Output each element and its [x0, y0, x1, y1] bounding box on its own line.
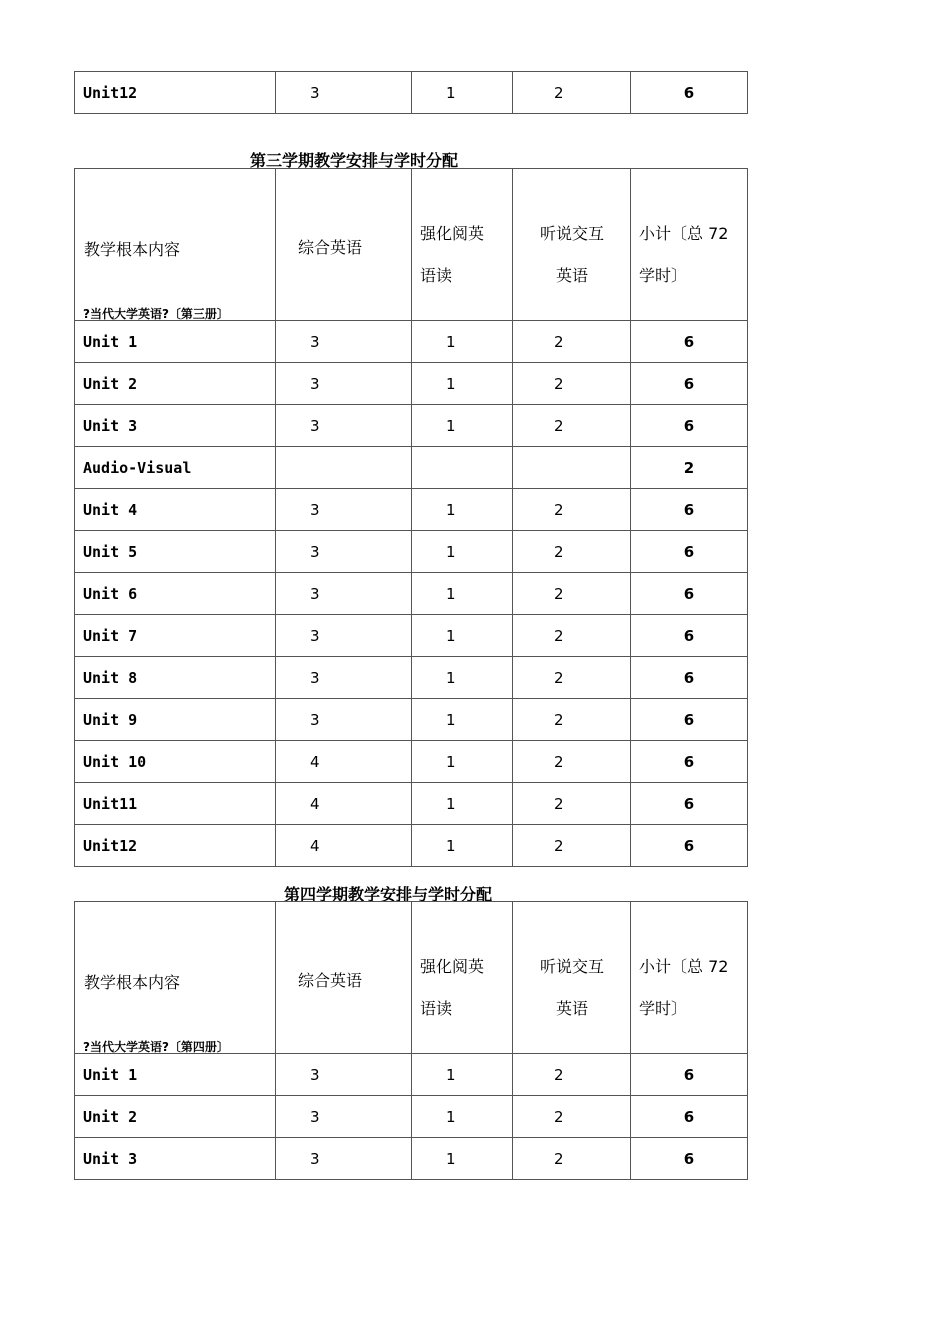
listening-speaking-cell: 2: [513, 1138, 631, 1180]
listening-speaking-cell: 2: [513, 657, 631, 699]
table-header-row: [75, 902, 748, 1054]
reading-cell: 1: [412, 741, 513, 783]
header-col3-cell: [412, 169, 513, 321]
reading-cell: [412, 447, 513, 489]
integrated-english-cell: 3: [276, 363, 412, 405]
reading-cell: 1: [412, 72, 513, 114]
table-row: [75, 783, 748, 825]
subtotal-cell: 6: [631, 531, 748, 573]
term3-table-body: [75, 169, 748, 867]
header-col5-label: 小计〔总 72 学时〕: [639, 224, 729, 285]
table-row: [75, 321, 748, 363]
header-content-cell: [75, 902, 276, 1054]
header-col4-label: 听说交互 英语: [539, 224, 604, 285]
table-row: [75, 531, 748, 573]
unit-cell: Unit 3: [75, 405, 276, 447]
subtotal-cell: 6: [631, 363, 748, 405]
table-row: [75, 573, 748, 615]
integrated-english-cell: 3: [276, 489, 412, 531]
reading-cell: 1: [412, 783, 513, 825]
header-col2-cell: [276, 169, 412, 321]
top-table: [74, 71, 748, 114]
integrated-english-cell: 4: [276, 825, 412, 867]
reading-cell: 1: [412, 405, 513, 447]
header-col5-label: 小计〔总 72 学时〕: [639, 957, 729, 1018]
integrated-english-cell: 3: [276, 615, 412, 657]
header-col4-cell: [513, 169, 631, 321]
table-row: [75, 657, 748, 699]
subtotal-cell: 6: [631, 489, 748, 531]
header-col3-label: 强化阅英 语读: [420, 224, 485, 285]
integrated-english-cell: 3: [276, 405, 412, 447]
table-row: [75, 825, 748, 867]
unit-cell: Unit 7: [75, 615, 276, 657]
unit-cell: Unit 1: [75, 1054, 276, 1096]
unit-cell: Unit 9: [75, 699, 276, 741]
integrated-english-cell: 3: [276, 1138, 412, 1180]
reading-cell: 1: [412, 825, 513, 867]
header-col2-label: 综合英语: [298, 238, 363, 257]
table-header-row: [75, 169, 748, 321]
listening-speaking-cell: 2: [513, 1054, 631, 1096]
header-col2-cell: [276, 902, 412, 1054]
subtotal-cell: 6: [631, 741, 748, 783]
subtotal-cell: 6: [631, 657, 748, 699]
table-row: [75, 72, 748, 114]
table-row: [75, 363, 748, 405]
table-row: [75, 615, 748, 657]
integrated-english-cell: 3: [276, 699, 412, 741]
reading-cell: 1: [412, 573, 513, 615]
header-col2-label: 综合英语: [298, 971, 363, 990]
top-table-body: [75, 72, 748, 114]
table-row: [75, 1096, 748, 1138]
subtotal-cell: 6: [631, 699, 748, 741]
subtotal-cell: 6: [631, 615, 748, 657]
listening-speaking-cell: 2: [513, 405, 631, 447]
unit-cell: Unit12: [75, 825, 276, 867]
unit-cell: Unit 10: [75, 741, 276, 783]
integrated-english-cell: 3: [276, 1096, 412, 1138]
term3-title: 第三学期教学安排与学时分配: [250, 151, 459, 170]
unit-cell: Audio-Visual: [75, 447, 276, 489]
listening-speaking-cell: 2: [513, 699, 631, 741]
term4-table: [74, 901, 748, 1180]
header-book-label: ?当代大学英语?〔第四册〕: [83, 1040, 229, 1054]
reading-cell: 1: [412, 363, 513, 405]
header-col5-cell: [631, 169, 748, 321]
reading-cell: 1: [412, 699, 513, 741]
listening-speaking-cell: 2: [513, 783, 631, 825]
subtotal-cell: 6: [631, 1138, 748, 1180]
term4-table-body: [75, 902, 748, 1180]
unit-cell: Unit 4: [75, 489, 276, 531]
integrated-english-cell: 3: [276, 321, 412, 363]
integrated-english-cell: 3: [276, 573, 412, 615]
table-row: [75, 489, 748, 531]
term4-title: 第四学期教学安排与学时分配: [284, 885, 493, 904]
unit-cell: Unit 2: [75, 1096, 276, 1138]
integrated-english-cell: 4: [276, 741, 412, 783]
listening-speaking-cell: 2: [513, 363, 631, 405]
listening-speaking-cell: 2: [513, 489, 631, 531]
table-row: [75, 447, 748, 489]
listening-speaking-cell: [513, 447, 631, 489]
integrated-english-cell: 4: [276, 783, 412, 825]
unit-cell: Unit11: [75, 783, 276, 825]
subtotal-cell: 6: [631, 72, 748, 114]
subtotal-cell: 6: [631, 405, 748, 447]
integrated-english-cell: 3: [276, 1054, 412, 1096]
listening-speaking-cell: 2: [513, 72, 631, 114]
subtotal-cell: 6: [631, 1096, 748, 1138]
reading-cell: 1: [412, 657, 513, 699]
header-col3-cell: [412, 902, 513, 1054]
table-row: [75, 405, 748, 447]
reading-cell: 1: [412, 489, 513, 531]
table-row: [75, 741, 748, 783]
subtotal-cell: 6: [631, 783, 748, 825]
unit-cell: Unit 5: [75, 531, 276, 573]
header-col3-label: 强化阅英 语读: [420, 957, 485, 1018]
header-content-label: 教学根本内容: [84, 240, 181, 259]
header-content-label: 教学根本内容: [84, 973, 181, 992]
table-row: [75, 1138, 748, 1180]
header-col5-cell: [631, 902, 748, 1054]
reading-cell: 1: [412, 1054, 513, 1096]
reading-cell: 1: [412, 615, 513, 657]
listening-speaking-cell: 2: [513, 1096, 631, 1138]
subtotal-cell: 6: [631, 573, 748, 615]
unit-cell: Unit 2: [75, 363, 276, 405]
table-row: [75, 699, 748, 741]
listening-speaking-cell: 2: [513, 321, 631, 363]
reading-cell: 1: [412, 531, 513, 573]
unit-cell: Unit 6: [75, 573, 276, 615]
listening-speaking-cell: 2: [513, 741, 631, 783]
integrated-english-cell: 3: [276, 72, 412, 114]
subtotal-cell: 6: [631, 1054, 748, 1096]
reading-cell: 1: [412, 321, 513, 363]
term3-table: [74, 168, 748, 867]
integrated-english-cell: 3: [276, 531, 412, 573]
integrated-english-cell: [276, 447, 412, 489]
subtotal-cell: 6: [631, 825, 748, 867]
unit-cell: Unit 3: [75, 1138, 276, 1180]
listening-speaking-cell: 2: [513, 531, 631, 573]
listening-speaking-cell: 2: [513, 615, 631, 657]
unit-cell: Unit 8: [75, 657, 276, 699]
integrated-english-cell: 3: [276, 657, 412, 699]
unit-cell: Unit12: [75, 72, 276, 114]
listening-speaking-cell: 2: [513, 573, 631, 615]
reading-cell: 1: [412, 1138, 513, 1180]
listening-speaking-cell: 2: [513, 825, 631, 867]
reading-cell: 1: [412, 1096, 513, 1138]
header-book-label: ?当代大学英语?〔第三册〕: [83, 307, 229, 321]
header-content-cell: [75, 169, 276, 321]
subtotal-cell: 2: [631, 447, 748, 489]
header-col4-label: 听说交互 英语: [539, 957, 604, 1018]
header-col4-cell: [513, 902, 631, 1054]
subtotal-cell: 6: [631, 321, 748, 363]
unit-cell: Unit 1: [75, 321, 276, 363]
table-row: [75, 1054, 748, 1096]
